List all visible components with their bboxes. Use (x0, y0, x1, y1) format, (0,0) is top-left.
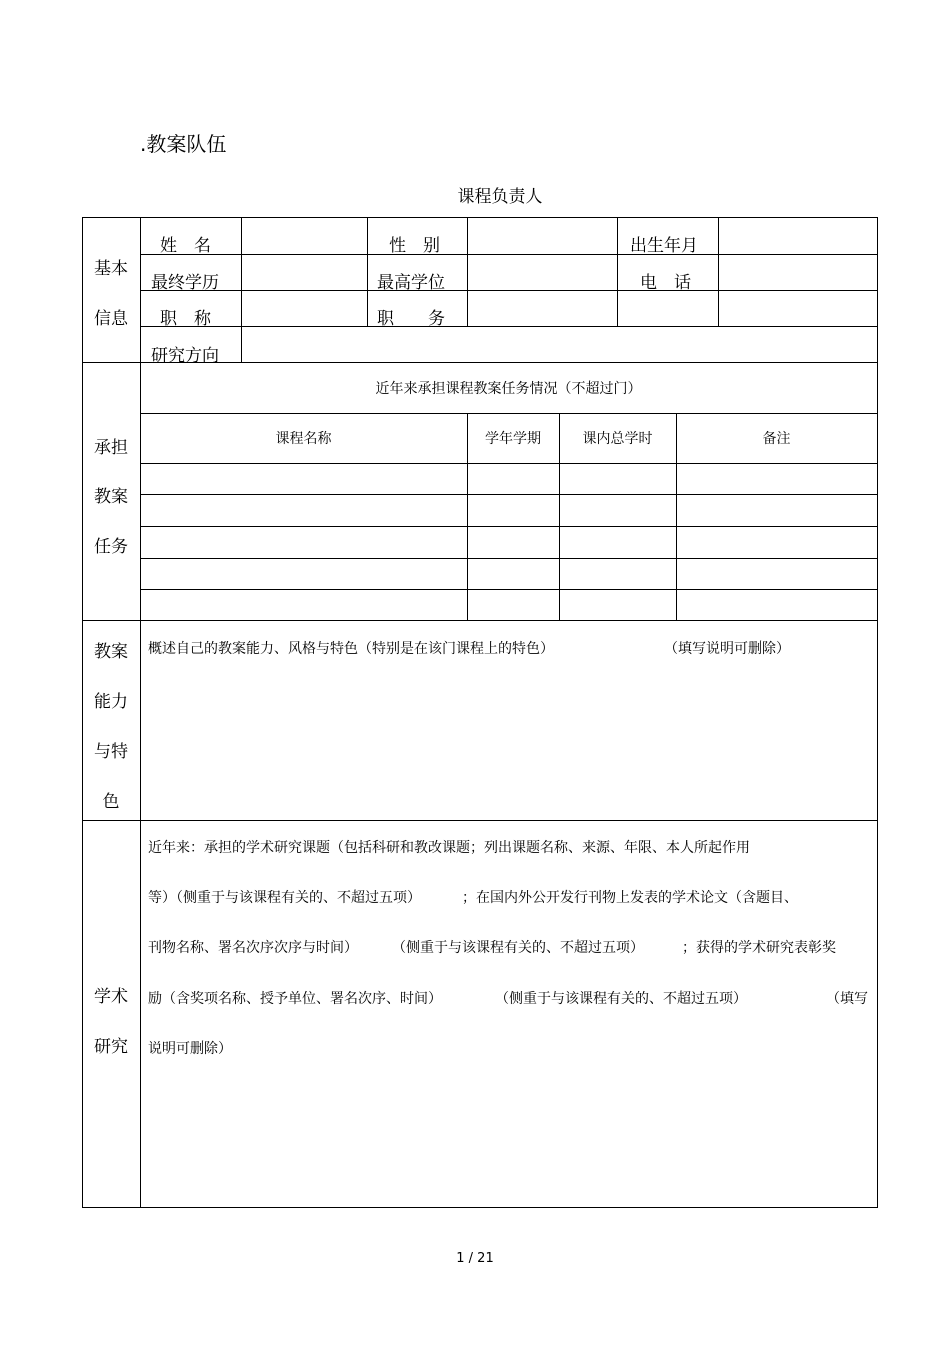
research-text-line-3a: 刊物名称、署名次序次序与时间） (148, 940, 358, 956)
teaching-section-label-3: 任务 (94, 537, 128, 557)
gender-label: 性 别 (389, 236, 440, 256)
teaching-section-label-2: 教案 (94, 487, 128, 507)
research-text-line-4c: （填写 (826, 991, 868, 1007)
research-text-line-5: 说明可删除） (148, 1041, 232, 1057)
title-field[interactable] (242, 291, 366, 326)
degree-label: 最高学位 (377, 273, 445, 293)
name-field[interactable] (242, 218, 366, 254)
research-text-line-4b: （侧重于与该课程有关的、不超过五项） (495, 991, 747, 1007)
research-text-line-4a: 励（含奖项名称、授予单位、署名次序、时间） (148, 991, 442, 1007)
research-text-line-3c: ；获得的学术研究表彰奖 (682, 940, 836, 956)
research-direction-field[interactable] (242, 327, 876, 362)
column-header-remarks: 备注 (762, 431, 791, 447)
table-title: 课程负责人 (457, 187, 543, 207)
research-text-line-2a: 等）（侧重于与该课程有关的、不超过五项） (148, 890, 421, 906)
title-label: 职 称 (160, 309, 211, 329)
column-header-hours: 课内总学时 (582, 431, 653, 447)
research-section-label-1: 学术 (94, 987, 128, 1007)
ability-description: 概述自己的教案能力、风格与特色（特别是在该门课程上的特色） (148, 641, 554, 657)
ability-section-label-2: 能力 (94, 692, 128, 712)
column-header-term: 学年学期 (485, 431, 541, 447)
research-text-line-1: 近年来：承担的学术研究课题（包括科研和教改课题；列出课题名称、来源、年限、本人所起作用 (148, 840, 750, 856)
degree-field[interactable] (468, 255, 616, 290)
basic-section-label-1: 基本 (94, 259, 128, 279)
section-heading: .教案队伍 (140, 132, 227, 156)
phone-field[interactable] (719, 255, 876, 290)
teaching-caption: 近年来承担课程教案任务情况（不超过门） (375, 381, 642, 397)
ability-section-label-3: 与特 (94, 742, 128, 762)
position-field[interactable] (468, 291, 616, 326)
education-label: 最终学历 (151, 273, 219, 293)
research-text-line-3b: （侧重于与该课程有关的、不超过五项） (392, 940, 644, 956)
birth-label: 出生年月 (630, 236, 698, 256)
page-number: 1 / 21 (456, 1251, 494, 1266)
research-text-line-2b: ；在国内外公开发行刊物上发表的学术论文（含题目、 (462, 890, 798, 906)
gender-field[interactable] (468, 218, 616, 254)
column-header-course: 课程名称 (275, 431, 332, 447)
ability-section-label-4: 色 (102, 792, 120, 812)
phone-label: 电 话 (640, 273, 691, 293)
birth-field[interactable] (719, 218, 876, 254)
basic-section-label-2: 信息 (94, 309, 128, 329)
ability-note: （填写说明可删除） (664, 641, 790, 657)
research-section-label-2: 研究 (94, 1037, 128, 1057)
research-direction-label: 研究方向 (151, 346, 219, 366)
education-field[interactable] (242, 255, 366, 290)
teaching-section-label-1: 承担 (94, 438, 128, 458)
ability-section-label-1: 教案 (94, 642, 128, 662)
name-label: 姓 名 (160, 236, 211, 256)
position-label: 职 务 (377, 309, 445, 329)
